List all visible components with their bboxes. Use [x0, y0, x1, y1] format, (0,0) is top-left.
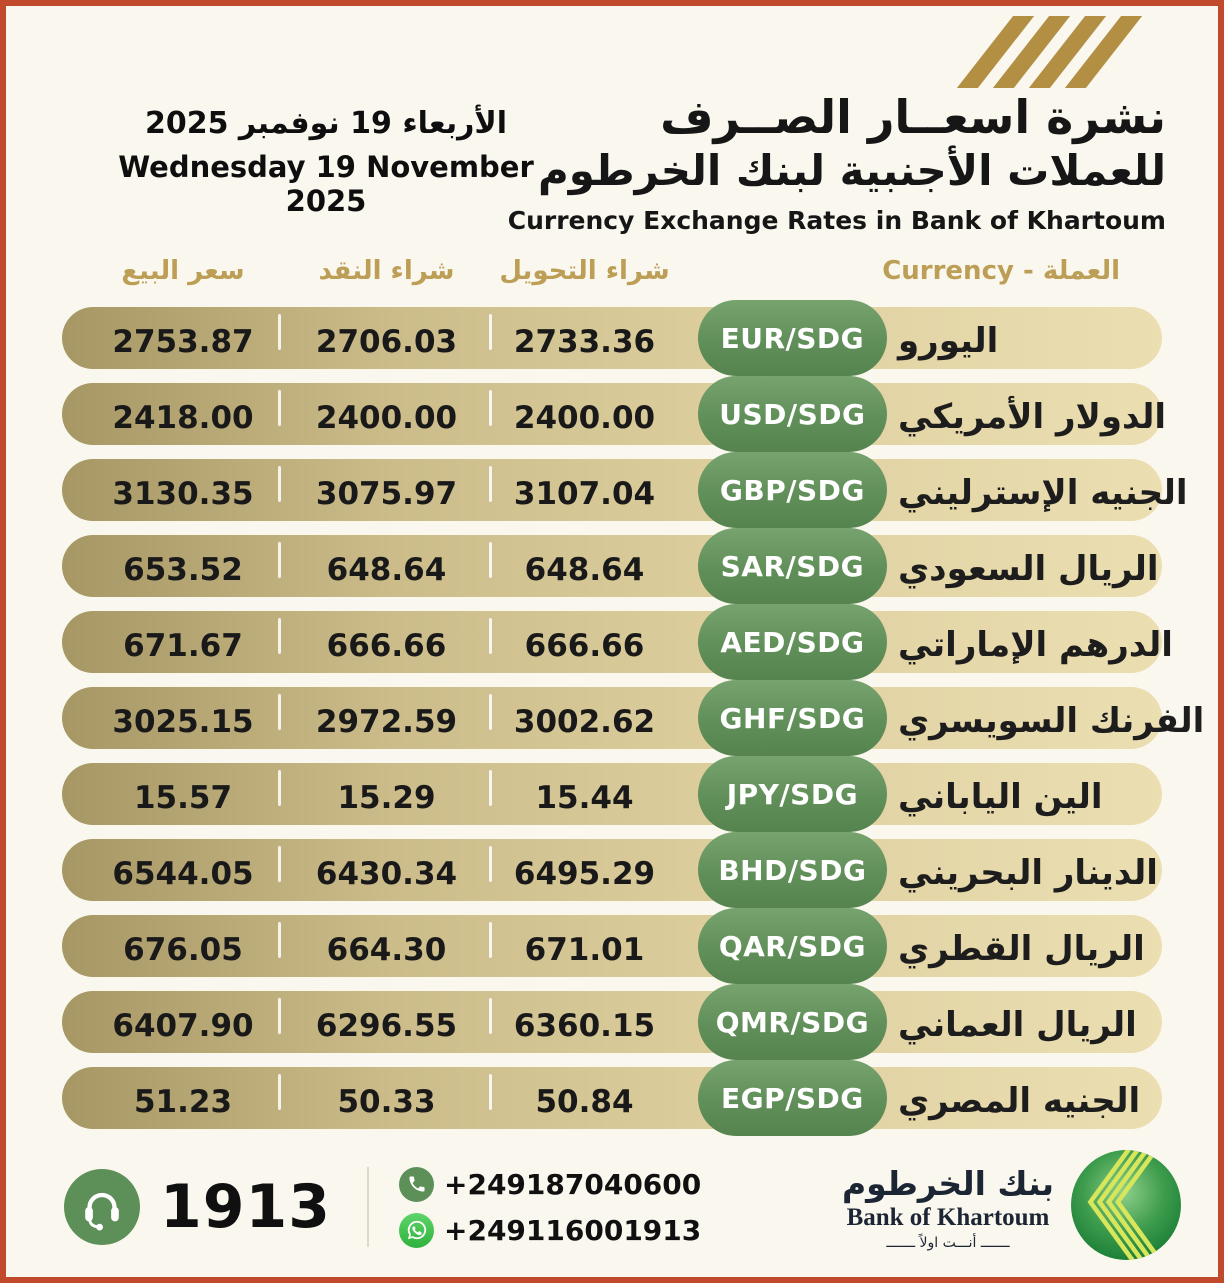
cash-buy-value: 666.66	[326, 628, 447, 664]
phone-icon	[399, 1167, 434, 1202]
currency-code-badge: EUR/SDG	[698, 300, 887, 376]
sell-price-value: 671.67	[123, 628, 243, 664]
table-row	[62, 991, 1162, 1053]
currency-code-badge: BHD/SDG	[698, 832, 887, 908]
table-row	[62, 459, 1188, 521]
whatsapp-icon	[399, 1213, 434, 1248]
call-center-number: 1913	[160, 1172, 331, 1242]
table-row	[62, 383, 1167, 445]
currency-code-badge: USD/SDG	[698, 376, 887, 452]
sell-price-value: 653.52	[123, 552, 243, 588]
currency-name: الدينار البحريني	[898, 852, 1158, 893]
column-separator	[489, 314, 492, 350]
currency-name: الريال القطري	[898, 928, 1145, 969]
column-separator	[489, 466, 492, 502]
currency-code-badge: GHF/SDG	[698, 680, 887, 756]
transfer-buy-value: 2733.36	[513, 324, 656, 360]
table-header	[62, 256, 1162, 298]
transfer-buy-value: 666.66	[524, 628, 645, 664]
column-separator	[278, 466, 281, 502]
cash-buy-value: 3075.97	[315, 476, 458, 512]
column-separator	[278, 998, 281, 1034]
column-separator	[489, 618, 492, 654]
date-block	[86, 106, 566, 218]
phone-number: +249187040600	[444, 1167, 702, 1201]
table-row	[62, 763, 1162, 825]
sell-price-value: 2418.00	[112, 400, 254, 436]
column-separator	[489, 770, 492, 806]
column-header-sell-price: سعر البيع	[121, 256, 245, 286]
table-row	[62, 839, 1162, 901]
column-separator	[278, 694, 281, 730]
footer	[64, 1155, 1182, 1259]
transfer-buy-value: 15.44	[535, 780, 634, 816]
title-arabic-line1: نشرة اسعــار الصــرف	[660, 90, 1166, 144]
gold-stripes-decoration	[985, 16, 1114, 88]
sell-price-value: 6544.05	[112, 856, 254, 892]
transfer-buy-value: 50.84	[535, 1084, 634, 1120]
bank-logo-sphere-icon	[1070, 1149, 1182, 1265]
column-separator	[278, 922, 281, 958]
transfer-buy-value: 648.64	[524, 552, 645, 588]
column-header-cash-buy: شراء النقد	[318, 256, 455, 286]
column-header-transfer-buy: شراء التحويل	[499, 256, 670, 286]
cash-buy-value: 664.30	[326, 932, 447, 968]
bank-tagline: ـــــــ أنـــت اولاً ـــــــ	[886, 1234, 1010, 1251]
whatsapp-row	[399, 1213, 701, 1248]
header-title-block	[508, 90, 1166, 235]
table-row	[62, 535, 1162, 597]
currency-code-badge: AED/SDG	[698, 604, 887, 680]
currency-name: الدرهم الإماراتي	[898, 624, 1173, 665]
table-row	[62, 611, 1173, 673]
currency-name: اليورو	[898, 320, 999, 361]
column-separator	[278, 314, 281, 350]
cash-buy-value: 6296.55	[315, 1008, 458, 1044]
currency-code-badge: JPY/SDG	[698, 756, 887, 832]
cash-buy-value: 15.29	[337, 780, 436, 816]
date-english: Wednesday 19 November 2025	[118, 150, 534, 218]
currency-code-badge: QAR/SDG	[698, 908, 887, 984]
column-separator	[489, 390, 492, 426]
phone-numbers-block	[399, 1167, 701, 1248]
title-english: Currency Exchange Rates in Bank of Khartoum	[507, 205, 1166, 235]
column-separator	[278, 1074, 281, 1110]
transfer-buy-value: 2400.00	[513, 400, 656, 436]
column-separator	[278, 846, 281, 882]
column-separator	[489, 694, 492, 730]
bank-logo-text	[842, 1164, 1054, 1251]
whatsapp-number: +249116001913	[444, 1213, 702, 1247]
column-header-currency: العملة - Currency	[882, 256, 1120, 286]
currency-name: الفرنك السويسري	[898, 700, 1205, 741]
column-separator	[489, 542, 492, 578]
currency-name: الريال العماني	[898, 1004, 1137, 1045]
currency-code-badge: QMR/SDG	[698, 984, 887, 1060]
column-separator	[278, 390, 281, 426]
column-separator	[278, 770, 281, 806]
date-arabic: الأربعاء 19 نوفمبر 2025	[144, 106, 508, 141]
currency-name: الدولار الأمريكي	[898, 396, 1167, 437]
currency-code-badge: SAR/SDG	[698, 528, 887, 604]
currency-name: الين الياباني	[898, 776, 1103, 817]
phone-row	[399, 1167, 701, 1202]
sell-price-value: 6407.90	[112, 1008, 254, 1044]
currency-name: الجنيه الإسترليني	[898, 472, 1188, 513]
transfer-buy-value: 6360.15	[513, 1008, 656, 1044]
bank-name-english: Bank of Khartoum	[846, 1203, 1050, 1231]
bank-logo	[842, 1149, 1182, 1265]
bank-name-arabic: بنك الخرطوم	[841, 1163, 1054, 1203]
table-row	[62, 1067, 1162, 1129]
sell-price-value: 676.05	[123, 932, 243, 968]
column-separator	[278, 542, 281, 578]
headset-icon	[64, 1169, 140, 1245]
transfer-buy-value: 3002.62	[513, 704, 656, 740]
table-row	[62, 687, 1205, 749]
cash-buy-value: 50.33	[337, 1084, 436, 1120]
sell-price-value: 3130.35	[112, 476, 254, 512]
table-row	[62, 307, 1162, 369]
currency-code-badge: GBP/SDG	[698, 452, 887, 528]
sell-price-value: 51.23	[133, 1084, 233, 1120]
column-separator	[489, 922, 492, 958]
currency-code-badge: EGP/SDG	[698, 1060, 887, 1136]
title-arabic-line2: للعملات الأجنبية لبنك الخرطوم	[538, 146, 1166, 196]
currency-name: الجنيه المصري	[898, 1080, 1141, 1121]
cash-buy-value: 648.64	[326, 552, 447, 588]
transfer-buy-value: 3107.04	[513, 476, 656, 512]
cash-buy-value: 6430.34	[315, 856, 458, 892]
rates-table	[62, 307, 1205, 1143]
call-center-block	[64, 1169, 331, 1245]
sell-price-value: 3025.15	[112, 704, 254, 740]
cash-buy-value: 2400.00	[315, 400, 458, 436]
column-separator	[278, 618, 281, 654]
transfer-buy-value: 6495.29	[513, 856, 656, 892]
currency-name: الريال السعودي	[898, 548, 1159, 589]
column-separator	[489, 998, 492, 1034]
sell-price-value: 2753.87	[112, 324, 254, 360]
transfer-buy-value: 671.01	[524, 932, 645, 968]
column-separator	[489, 846, 492, 882]
sell-price-value: 15.57	[133, 780, 233, 816]
cash-buy-value: 2972.59	[315, 704, 458, 740]
footer-divider	[367, 1167, 369, 1247]
table-row	[62, 915, 1162, 977]
column-separator	[489, 1074, 492, 1110]
cash-buy-value: 2706.03	[315, 324, 458, 360]
